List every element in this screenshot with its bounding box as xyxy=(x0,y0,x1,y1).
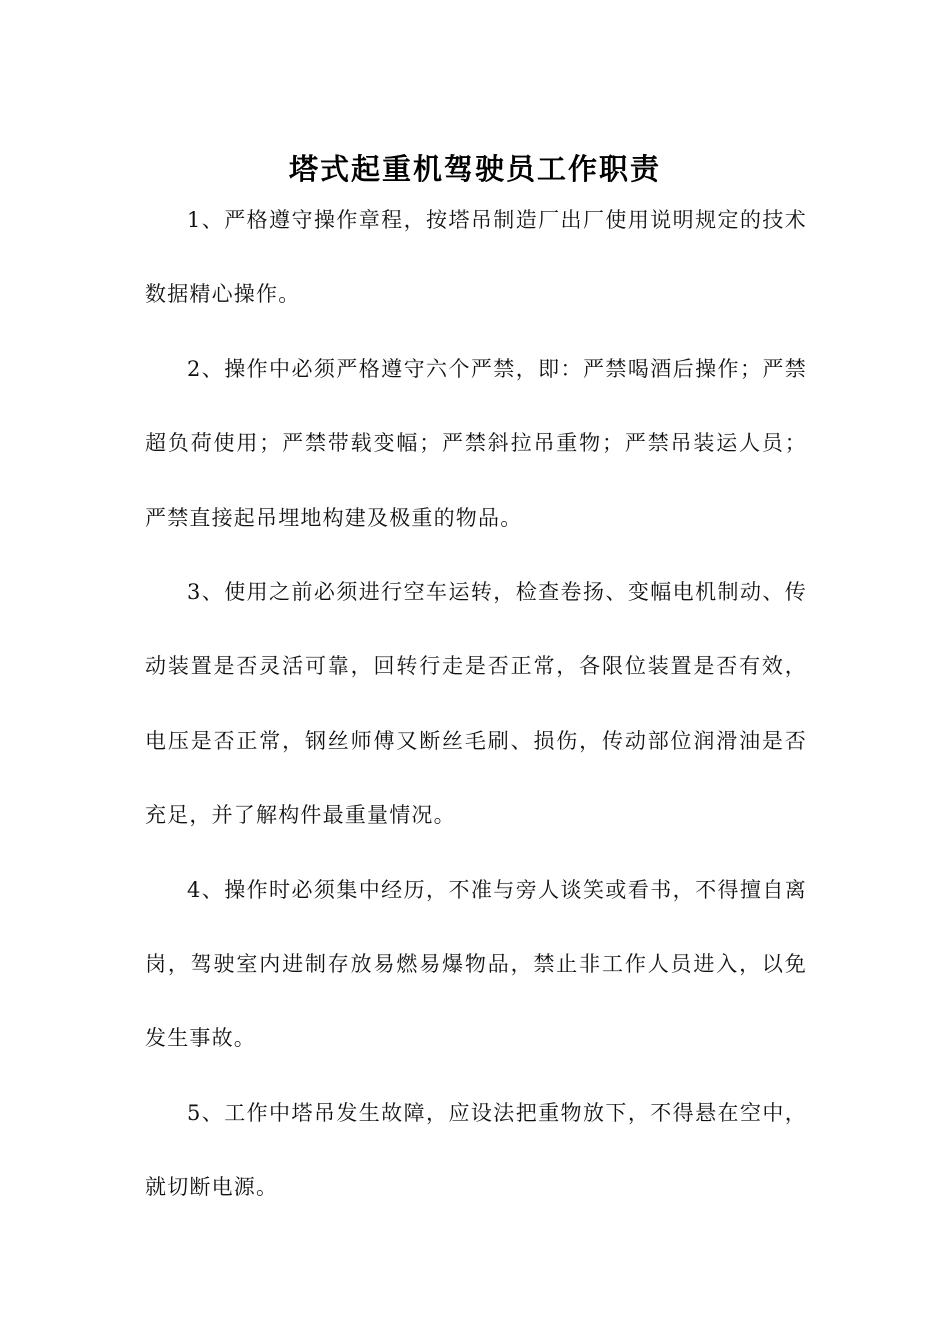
paragraph-3: 3、使用之前必须进行空车运转，检查卷扬、变幅电机制动、传动装置是否灵活可靠，回转行走是否正常，各限位装置是否有效，电压是否正常，钢丝师傅又断丝毛刷、损伤，传动部位润滑油是否充足，并了解构件最重量情况。 xyxy=(145,580,807,828)
paragraph-2: 2、操作中必须严格遵守六个严禁，即：严禁喝酒后操作；严禁超负荷使用；严禁带载变幅；严禁斜拉吊重物；严禁吊装运人员；严禁直接起吊埋地构建及极重的物品。 xyxy=(145,356,807,530)
document-title: 塔式起重机驾驶员工作职责 xyxy=(288,152,661,187)
document-body xyxy=(145,183,807,1225)
paragraph-5: 5、工作中塔吊发生故障，应设法把重物放下，不得悬在空中，就切断电源。 xyxy=(145,1100,807,1200)
paragraph-4: 4、操作时必须集中经历，不准与旁人谈笑或看书，不得擅自离岗，驾驶室内进制存放易燃易爆物品，禁止非工作人员进入，以免发生事故。 xyxy=(145,877,807,1051)
paragraph-1: 1、严格遵守操作章程，按塔吊制造厂出厂使用说明规定的技术数据精心操作。 xyxy=(145,208,807,307)
